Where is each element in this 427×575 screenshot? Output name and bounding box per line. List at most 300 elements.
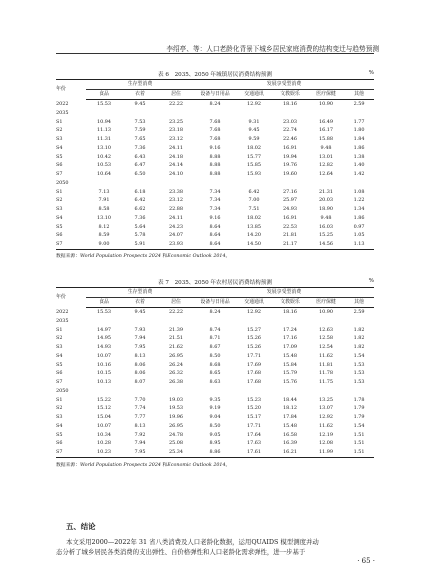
table-cell: 9.31 (248, 118, 260, 125)
row-label: S3 (56, 206, 63, 212)
table-cell: 0.97 (353, 223, 365, 230)
table-row (56, 100, 374, 109)
table-cell (236, 387, 272, 396)
table-cell: 10.16 (96, 361, 111, 368)
table-cell: 1.40 (353, 162, 365, 169)
table-cell: 26.32 (168, 370, 183, 377)
table-cell: 22.22 (168, 101, 183, 107)
table-cell: 2.59 (353, 101, 365, 107)
table-cell: 17.61 (236, 448, 272, 457)
table-cell: 17.71 (246, 422, 261, 429)
table-cell: 14.20 (246, 232, 261, 239)
table-cell: 14.95 (96, 335, 111, 342)
table-cell: 5.91 (122, 240, 158, 249)
table-cell: 26.38 (168, 379, 183, 385)
table-6-unit: % (368, 70, 374, 76)
table-cell: 1.82 (353, 335, 365, 342)
table-cell: 7.59 (134, 127, 146, 134)
table-cell: 8.13 (134, 352, 146, 359)
table-cell: 1.34 (353, 206, 365, 212)
table-cell: 16.39 (282, 440, 297, 447)
table-cell: 19.53 (168, 405, 183, 412)
table-row (56, 334, 374, 343)
table-6-caption (56, 69, 374, 79)
table-row (56, 231, 374, 240)
table-cell: 7.65 (134, 136, 146, 142)
table-cell: 8.64 (209, 223, 221, 230)
table-cell: 15.88 (318, 136, 333, 142)
table-row (56, 396, 374, 405)
table-cell: 1.54 (353, 422, 365, 429)
table-cell: 15.79 (282, 370, 297, 377)
table-cell: 15.53 (96, 309, 111, 315)
table-cell: 14.97 (96, 326, 111, 333)
table-row (56, 343, 374, 352)
table-cell (344, 179, 374, 188)
table-cell: 1.86 (353, 144, 365, 151)
table-6-source: 数据来源：World Population Prospects 2024 和Economic Outlook 2014。 (56, 254, 231, 259)
table-cell: 17.68 (246, 379, 261, 385)
table-cell: 1.80 (353, 127, 365, 134)
table-cell: 8.58 (98, 206, 110, 212)
table-cell: 10.07 (96, 422, 111, 429)
table-cell: 19.76 (282, 162, 297, 169)
row-label: S4 (56, 214, 63, 221)
column-header: 交通通讯 (236, 298, 272, 308)
row-label: S4 (56, 352, 63, 359)
table-cell: 17.84 (282, 414, 297, 420)
table-cell: 23.12 (168, 197, 183, 204)
table-cell: 19.60 (282, 171, 297, 177)
table-cell: 7.93 (134, 326, 146, 333)
table-cell: 24.14 (168, 162, 183, 169)
table-cell (86, 317, 122, 326)
table-cell: 9.45 (134, 101, 146, 107)
table-cell: 1.77 (353, 118, 365, 125)
survival-group-header: 生存型消费 (86, 80, 194, 90)
table-cell: 9.59 (248, 136, 260, 142)
table-cell: 26.95 (168, 352, 183, 359)
table-cell (344, 109, 374, 118)
table-cell: 26.24 (168, 361, 183, 368)
table-cell: 18.02 (246, 144, 261, 151)
table-cell: 5.64 (134, 223, 146, 230)
table-cell (194, 387, 236, 396)
table-row (56, 448, 374, 457)
table-cell: 7.00 (248, 197, 260, 204)
column-header: 设备与日用品 (194, 298, 236, 308)
table-row (56, 118, 374, 127)
table-7 (56, 277, 374, 458)
table-cell (308, 387, 344, 396)
table-row (56, 439, 374, 448)
table-cell: 16.49 (318, 118, 333, 125)
table-cell: 7.95 (122, 448, 158, 457)
table-7-caption (56, 277, 374, 287)
table-cell: 12.82 (318, 162, 333, 169)
table-cell: 1.22 (353, 197, 365, 204)
table-cell: 18.02 (246, 214, 261, 221)
table-cell: 1.79 (353, 414, 365, 420)
table-cell: 8.74 (209, 326, 221, 333)
table-cell (236, 179, 272, 188)
table-cell: 1.51 (353, 440, 365, 447)
table-cell: 12.54 (318, 344, 333, 350)
table-cell (308, 109, 344, 118)
table-cell: 15.17 (246, 414, 261, 420)
table-7-unit: % (368, 278, 374, 284)
table-cell: 19.96 (168, 414, 183, 420)
table-cell: 8.86 (194, 448, 236, 457)
table-cell: 12.63 (318, 326, 333, 333)
table-cell: 21.62 (168, 344, 183, 350)
table-cell: 7.36 (134, 144, 146, 151)
table-cell: 8.63 (209, 379, 221, 385)
table-cell: 1.82 (353, 326, 365, 333)
table-cell: 15.25 (318, 232, 333, 239)
row-label: S2 (56, 335, 63, 342)
development-group-header: 发展享受型消费 (194, 80, 374, 90)
table-cell: 7.36 (134, 214, 146, 221)
row-label: 2050 (56, 179, 69, 186)
table-cell: 11.62 (318, 422, 333, 429)
table-row (56, 214, 374, 223)
row-label: S1 (56, 118, 63, 125)
table-cell: 24.11 (168, 144, 183, 151)
table-cell: 8.67 (209, 344, 221, 350)
row-label: S2 (56, 127, 63, 134)
table-cell: 9.04 (209, 414, 221, 420)
table-row (56, 361, 374, 370)
row-label: S3 (56, 344, 63, 350)
page-number: · 65 · (357, 557, 375, 565)
table-cell: 10.42 (96, 153, 111, 160)
table-row (56, 422, 374, 431)
row-label: S7 (56, 379, 63, 385)
table-cell (122, 179, 158, 188)
row-label: S4 (56, 422, 63, 429)
column-header: 居住 (158, 90, 194, 100)
table-cell (122, 317, 158, 326)
table-cell (158, 387, 194, 396)
table-cell: 1.53 (353, 370, 365, 377)
table-cell (158, 317, 194, 326)
table-cell: 13.10 (96, 144, 111, 151)
table-cell: 17.68 (246, 370, 261, 377)
table-cell (308, 179, 344, 188)
table-cell: 13.10 (96, 214, 111, 221)
table-cell: 7.94 (134, 440, 146, 447)
table-row (56, 144, 374, 153)
table-cell: 8.06 (134, 361, 146, 368)
survival-group-header: 生存型消费 (86, 288, 194, 298)
table-cell: 16.21 (272, 448, 308, 457)
table-7-source: 数据来源：World Population Prospects 2024 和Economic Outlook 2014。 (56, 463, 231, 468)
table-cell: 15.22 (96, 396, 111, 403)
row-label: S2 (56, 197, 63, 204)
table-cell: 12.64 (318, 171, 333, 177)
table-cell: 5.78 (134, 232, 146, 239)
table-cell: 10.28 (96, 440, 111, 447)
table-cell (86, 179, 122, 188)
row-label: 2035 (56, 317, 69, 324)
table-row (56, 413, 374, 422)
column-header: 居住 (158, 298, 194, 308)
table-cell: 1.51 (353, 431, 365, 438)
running-head: 李绍亭、等：人口老龄化背景下城乡居民家庭消费的结构变迁与趋势预测 (166, 45, 379, 53)
table-cell: 26.95 (168, 422, 183, 429)
table-cell: 24.78 (168, 431, 183, 438)
table-cell: 11.62 (318, 352, 333, 359)
table-cell: 9.45 (134, 309, 146, 315)
row-label: S7 (56, 240, 86, 249)
year-header: 年份 (56, 80, 86, 100)
table-cell: 8.88 (209, 153, 221, 160)
table-cell: 8.07 (134, 379, 146, 385)
table-cell: 9.16 (209, 214, 221, 221)
table-cell: 17.24 (282, 326, 297, 333)
table-cell: 2.59 (353, 309, 365, 315)
table-7-title: 表 7 2035、2050 年农村居民消费结构预测 (158, 280, 272, 286)
table-cell: 24.10 (168, 171, 183, 177)
table-cell: 9.45 (248, 127, 260, 134)
table-cell: 15.93 (246, 171, 261, 177)
table-row (56, 161, 374, 170)
table-6 (56, 69, 374, 250)
table-cell: 7.70 (134, 396, 146, 403)
table-cell: 1.38 (353, 153, 365, 160)
table-cell: 22.46 (282, 136, 297, 142)
table-cell: 24.07 (168, 232, 183, 239)
table-cell: 7.53 (134, 118, 146, 125)
table-cell: 10.13 (96, 379, 111, 385)
table-cell: 7.94 (134, 335, 146, 342)
table-cell: 1.54 (353, 352, 365, 359)
row-label: 2022 (56, 100, 69, 107)
body-text-line: 态分析了城乡居民各类消费的支出弹性、自价格弹性和人口老龄化需求弹性，进一步基于 (56, 548, 306, 556)
row-label: S5 (56, 431, 63, 438)
table-cell: 7.34 (209, 188, 221, 195)
table-cell: 15.85 (246, 162, 261, 169)
table-cell: 13.01 (318, 153, 333, 160)
table-cell: 25.34 (158, 448, 194, 457)
table-cell: 8.50 (209, 422, 221, 429)
table-row (56, 170, 374, 179)
table-cell: 10.34 (96, 431, 111, 438)
table-cell: 13.25 (318, 396, 333, 403)
table-cell: 1.42 (353, 171, 365, 177)
table-cell: 13.07 (318, 405, 333, 412)
table-cell: 17.64 (246, 431, 261, 438)
table-row (56, 179, 374, 188)
table-row (56, 404, 374, 413)
section-title: 五、结论 (66, 522, 96, 531)
table-cell (308, 317, 344, 326)
table-cell: 8.64 (194, 240, 236, 249)
table-cell: 7.91 (98, 197, 110, 204)
table-row (56, 352, 374, 361)
table-cell: 8.68 (209, 361, 221, 368)
row-label: S3 (56, 414, 63, 420)
table-cell: 9.35 (209, 396, 221, 403)
row-label: S5 (56, 361, 63, 368)
table-row (56, 317, 374, 326)
table-cell: 14.50 (236, 240, 272, 249)
table-cell: 8.95 (209, 440, 221, 447)
table-cell: 17.69 (246, 361, 261, 368)
row-label: S4 (56, 144, 63, 151)
table-cell: 1.78 (353, 396, 365, 403)
table-cell: 12.92 (246, 309, 261, 315)
table-cell: 16.91 (282, 144, 297, 151)
table-cell: 11.78 (318, 370, 333, 377)
table-cell: 1.08 (353, 188, 365, 195)
table-cell: 1.82 (353, 344, 365, 350)
table-cell: 6.47 (134, 162, 146, 169)
row-label: S6 (56, 162, 63, 169)
table-cell (194, 317, 236, 326)
table-cell: 17.71 (246, 352, 261, 359)
column-header: 医疗保健 (308, 298, 344, 308)
table-cell: 7.68 (209, 118, 221, 125)
table-cell: 15.84 (282, 361, 297, 368)
development-group-header: 发展享受型消费 (194, 288, 374, 298)
table-cell (272, 109, 308, 118)
table-cell: 22.22 (168, 309, 183, 315)
table-cell: 15.12 (96, 405, 111, 412)
column-header: 食品 (86, 298, 122, 308)
table-cell: 6.42 (248, 188, 260, 195)
table-cell: 8.24 (209, 309, 221, 315)
table-row (56, 196, 374, 205)
column-header: 衣着 (122, 298, 158, 308)
table-cell: 23.12 (168, 136, 183, 142)
row-label: S5 (56, 153, 63, 160)
table-row (56, 369, 374, 378)
table-cell: 17.16 (282, 335, 297, 342)
column-header: 设备与日用品 (194, 90, 236, 100)
table-cell: 22.74 (282, 127, 297, 134)
table-row (56, 223, 374, 232)
column-header: 衣着 (122, 90, 158, 100)
table-cell (272, 387, 308, 396)
table-cell: 21.81 (282, 232, 297, 239)
row-label: S7 (56, 448, 86, 457)
table-row (56, 431, 374, 440)
table-cell: 19.03 (168, 396, 183, 403)
table-cell: 6.18 (134, 188, 146, 195)
row-label: 2035 (56, 109, 69, 116)
table-cell: 19.94 (282, 153, 297, 160)
table-cell: 7.77 (134, 414, 146, 420)
table-cell: 27.16 (282, 188, 297, 195)
table-cell: 1.53 (353, 379, 365, 385)
table-cell: 23.25 (168, 118, 183, 125)
body-text-line: 本文采用2000—2022年 31 省八类消费及人口老龄化数据，运用QUAIDS 模型测度并动 (66, 538, 319, 546)
table-cell: 1.84 (353, 136, 365, 142)
table-cell (158, 109, 194, 118)
table-cell: 7.92 (134, 431, 146, 438)
table-cell: 8.50 (209, 352, 221, 359)
table-cell: 8.13 (134, 422, 146, 429)
table-cell: 9.16 (209, 144, 221, 151)
table-cell: 8.06 (134, 370, 146, 377)
table-cell: 21.31 (318, 188, 333, 195)
table-cell: 10.94 (96, 118, 111, 125)
column-header: 医疗保健 (308, 90, 344, 100)
table-cell: 18.44 (282, 396, 297, 403)
table-cell: 16.17 (318, 127, 333, 134)
table-cell (344, 387, 374, 396)
table-cell: 10.23 (86, 448, 122, 457)
table-cell: 10.07 (96, 352, 111, 359)
table-cell: 15.26 (246, 335, 261, 342)
table-cell (194, 109, 236, 118)
table-row (56, 378, 374, 387)
table-cell: 22.88 (168, 206, 183, 212)
table-cell: 24.23 (168, 223, 183, 230)
row-label: 2050 (56, 387, 69, 394)
table-cell: 23.18 (168, 127, 183, 134)
row-label: S6 (56, 232, 63, 239)
table-cell: 17.09 (282, 344, 297, 350)
table-cell: 8.65 (209, 370, 221, 377)
table-cell (86, 109, 122, 118)
table-cell (344, 317, 374, 326)
table-cell: 8.24 (209, 101, 221, 107)
table-cell: 25.08 (168, 440, 183, 447)
table-cell: 6.62 (134, 206, 146, 212)
table-row (56, 326, 374, 335)
table-cell: 15.76 (282, 379, 297, 385)
row-label: S1 (56, 188, 63, 195)
table-cell (122, 109, 158, 118)
table-cell: 22.53 (282, 223, 297, 230)
table-cell: 15.26 (246, 344, 261, 350)
table-cell: 15.53 (96, 101, 111, 107)
table-cell (122, 387, 158, 396)
table-cell: 12.92 (318, 414, 333, 420)
row-label: S6 (56, 440, 63, 447)
header-rule (56, 53, 374, 54)
column-header: 食品 (86, 90, 122, 100)
table-cell: 9.48 (320, 144, 332, 151)
table-cell: 18.16 (282, 309, 297, 315)
column-header: 文教娱乐 (272, 298, 308, 308)
row-label: S5 (56, 223, 63, 230)
table-cell: 21.17 (272, 240, 308, 249)
table-cell: 12.58 (318, 335, 333, 342)
table-cell: 7.34 (209, 206, 221, 212)
table-cell (86, 387, 122, 396)
table-cell: 12.92 (246, 101, 261, 107)
table-cell: 8.12 (98, 223, 110, 230)
table-row (56, 308, 374, 317)
row-label: 2022 (56, 308, 69, 315)
table-cell: 7.68 (209, 136, 221, 142)
row-label: S7 (56, 171, 63, 177)
table-cell: 15.48 (282, 422, 297, 429)
table-cell: 6.42 (134, 197, 146, 204)
table-row (56, 387, 374, 396)
table-cell: 10.90 (318, 101, 333, 107)
table-cell: 23.03 (282, 118, 297, 125)
table-cell: 1.51 (344, 448, 374, 457)
table-cell: 15.20 (246, 405, 261, 412)
table-cell: 1.05 (353, 232, 365, 239)
table-cell (158, 179, 194, 188)
table-cell: 9.19 (209, 405, 221, 412)
